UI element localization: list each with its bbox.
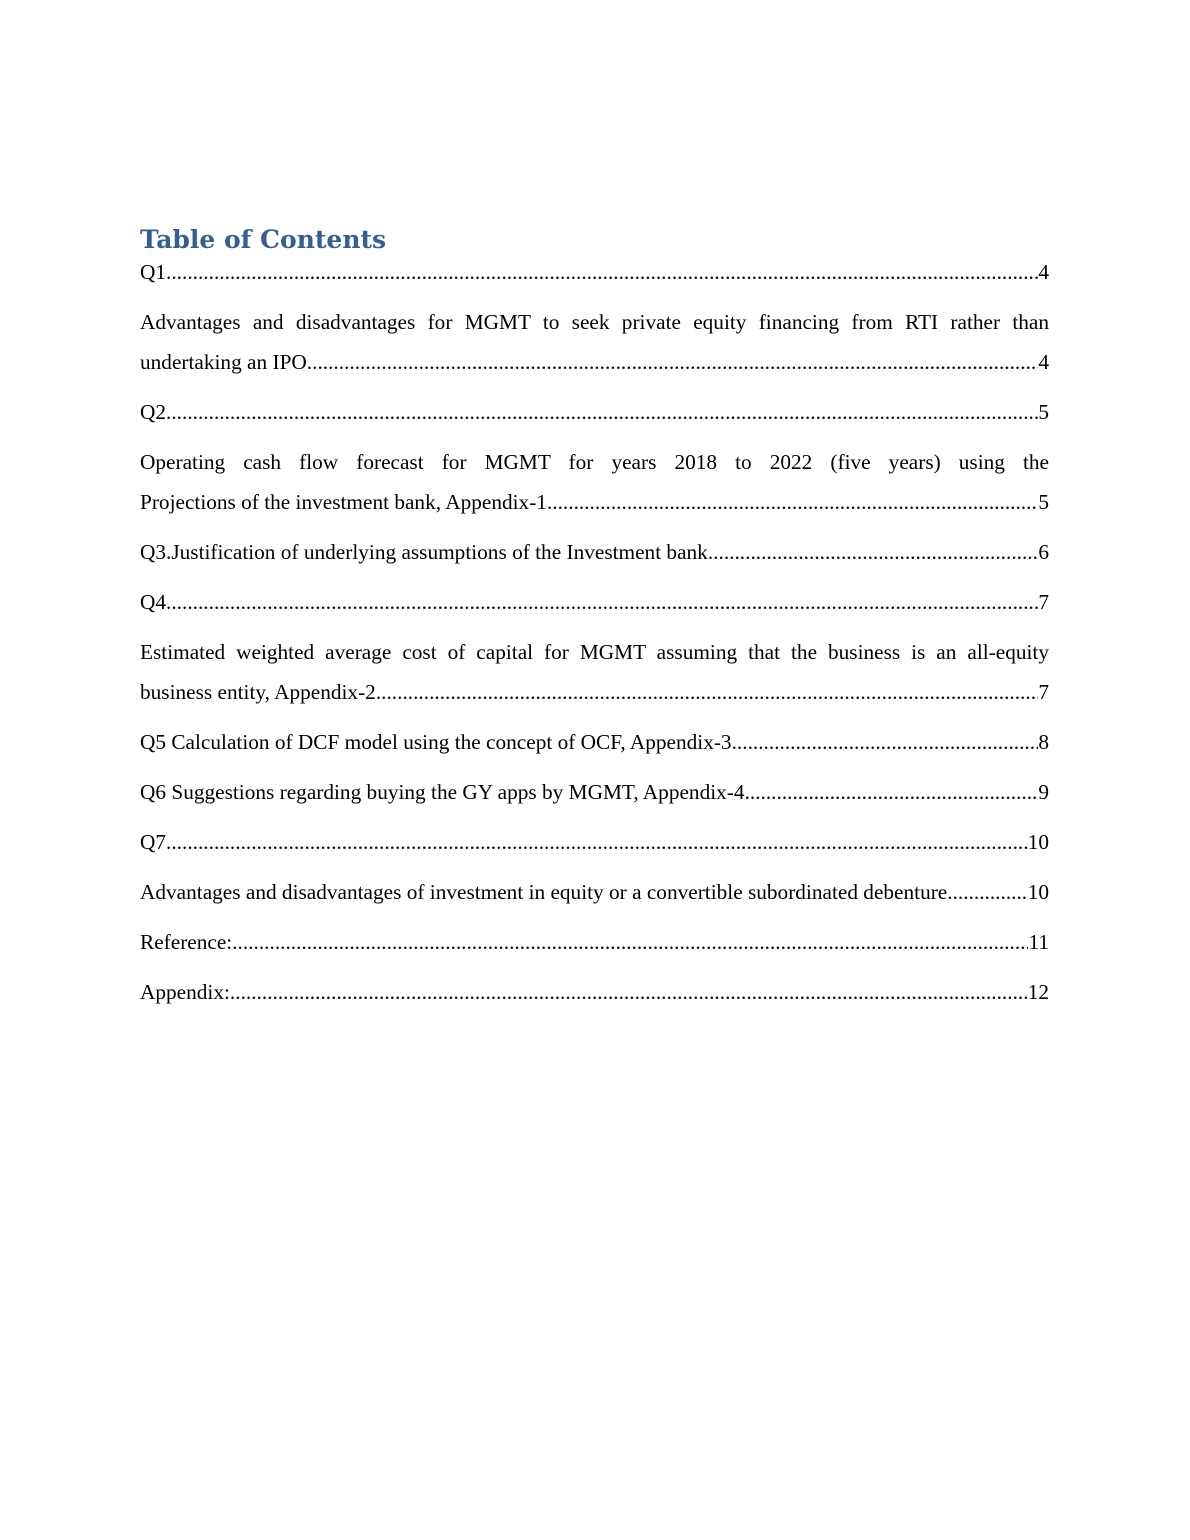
toc-dot-leader — [307, 342, 1039, 382]
toc-entry-appendix[interactable] — [140, 972, 1049, 1012]
toc-dot-leader — [547, 482, 1038, 522]
toc-entry-text: Q7 — [140, 830, 167, 854]
toc-dot-leader — [166, 582, 1038, 622]
toc-line — [140, 252, 1049, 292]
toc-page-number: 8 — [1038, 730, 1049, 754]
toc-entry-text: business entity, Appendix-2 — [140, 680, 376, 704]
toc-line — [140, 722, 1049, 762]
toc-entry-q7[interactable] — [140, 822, 1049, 862]
toc-page-number: 9 — [1038, 780, 1049, 804]
toc-entry-q3[interactable] — [140, 532, 1049, 572]
toc-page-number: 4 — [1038, 260, 1049, 284]
toc-line — [140, 532, 1049, 572]
document-page — [140, 222, 1049, 1022]
toc-entry-q5[interactable] — [140, 722, 1049, 762]
toc-page-number: 5 — [1038, 490, 1049, 514]
toc-line — [140, 582, 1049, 622]
toc-line — [140, 822, 1049, 862]
toc-dot-leader — [230, 972, 1028, 1012]
toc-entry-q1[interactable] — [140, 252, 1049, 292]
toc-line — [140, 872, 1049, 912]
toc-entry-text: Q6 Suggestions regarding buying the GY apps by MGMT, Appendix-4 — [140, 780, 745, 804]
toc-page-number: 10 — [1027, 880, 1049, 904]
toc-entry-text: Q4 — [140, 590, 167, 614]
toc-entry-q2[interactable] — [140, 392, 1049, 432]
toc-line — [140, 342, 1049, 382]
toc-line — [140, 772, 1049, 812]
toc-line — [140, 672, 1049, 712]
toc-list — [140, 252, 1049, 1012]
toc-page-number: 4 — [1038, 350, 1049, 374]
toc-entry-reference[interactable] — [140, 922, 1049, 962]
toc-entry-q6[interactable] — [140, 772, 1049, 812]
toc-dot-leader — [947, 872, 1027, 912]
toc-entry-text: Projections of the investment bank, Appendix-1 — [140, 490, 547, 514]
toc-entry-text: Advantages and disadvantages of investment in equity or a convertible subordinated debenture — [140, 880, 948, 904]
toc-page-number: 6 — [1038, 540, 1049, 564]
toc-entry-text: undertaking an IPO — [140, 350, 307, 374]
toc-line — [140, 922, 1049, 962]
toc-page-number: 11 — [1028, 930, 1049, 954]
toc-page-number: 7 — [1038, 680, 1049, 704]
toc-entry-first-line: Estimated weighted average cost of capital for MGMT assuming that the business is an all-equity — [140, 640, 1049, 664]
toc-dot-leader — [166, 392, 1038, 432]
toc-heading: Table of Contents — [140, 225, 387, 254]
toc-entry-text: Q5 Calculation of DCF model using the concept of OCF, Appendix-3 — [140, 730, 732, 754]
toc-dot-leader — [232, 922, 1028, 962]
toc-entry-q7-advantages[interactable] — [140, 872, 1049, 912]
toc-entry-q4-wacc[interactable] — [140, 632, 1049, 712]
toc-entry-first-line: Operating cash flow forecast for MGMT for years 2018 to 2022 (five years) using the — [140, 450, 1049, 474]
toc-page-number: 10 — [1027, 830, 1049, 854]
toc-dot-leader — [732, 722, 1039, 762]
toc-page-number: 7 — [1038, 590, 1049, 614]
toc-dot-leader — [376, 672, 1039, 712]
toc-dot-leader — [708, 532, 1039, 572]
toc-entry-q2-forecast[interactable] — [140, 442, 1049, 522]
toc-page-number: 12 — [1027, 980, 1049, 1004]
toc-entry-text: Reference: — [140, 930, 233, 954]
toc-page-number: 5 — [1038, 400, 1049, 424]
toc-line — [140, 392, 1049, 432]
toc-dot-leader — [166, 822, 1028, 862]
toc-dot-leader — [745, 772, 1039, 812]
toc-entry-q1-advantages[interactable] — [140, 302, 1049, 382]
toc-entry-first-line: Advantages and disadvantages for MGMT to seek private equity financing from RTI rather than — [140, 310, 1049, 334]
toc-entry-text: Q3.Justification of underlying assumptions of the Investment bank — [140, 540, 708, 564]
toc-dot-leader — [166, 252, 1038, 292]
toc-line — [140, 972, 1049, 1012]
toc-entry-text: Q1 — [140, 260, 167, 284]
toc-line — [140, 482, 1049, 522]
toc-entry-text: Q2 — [140, 400, 167, 424]
toc-entry-text: Appendix: — [140, 980, 230, 1004]
toc-entry-q4[interactable] — [140, 582, 1049, 622]
